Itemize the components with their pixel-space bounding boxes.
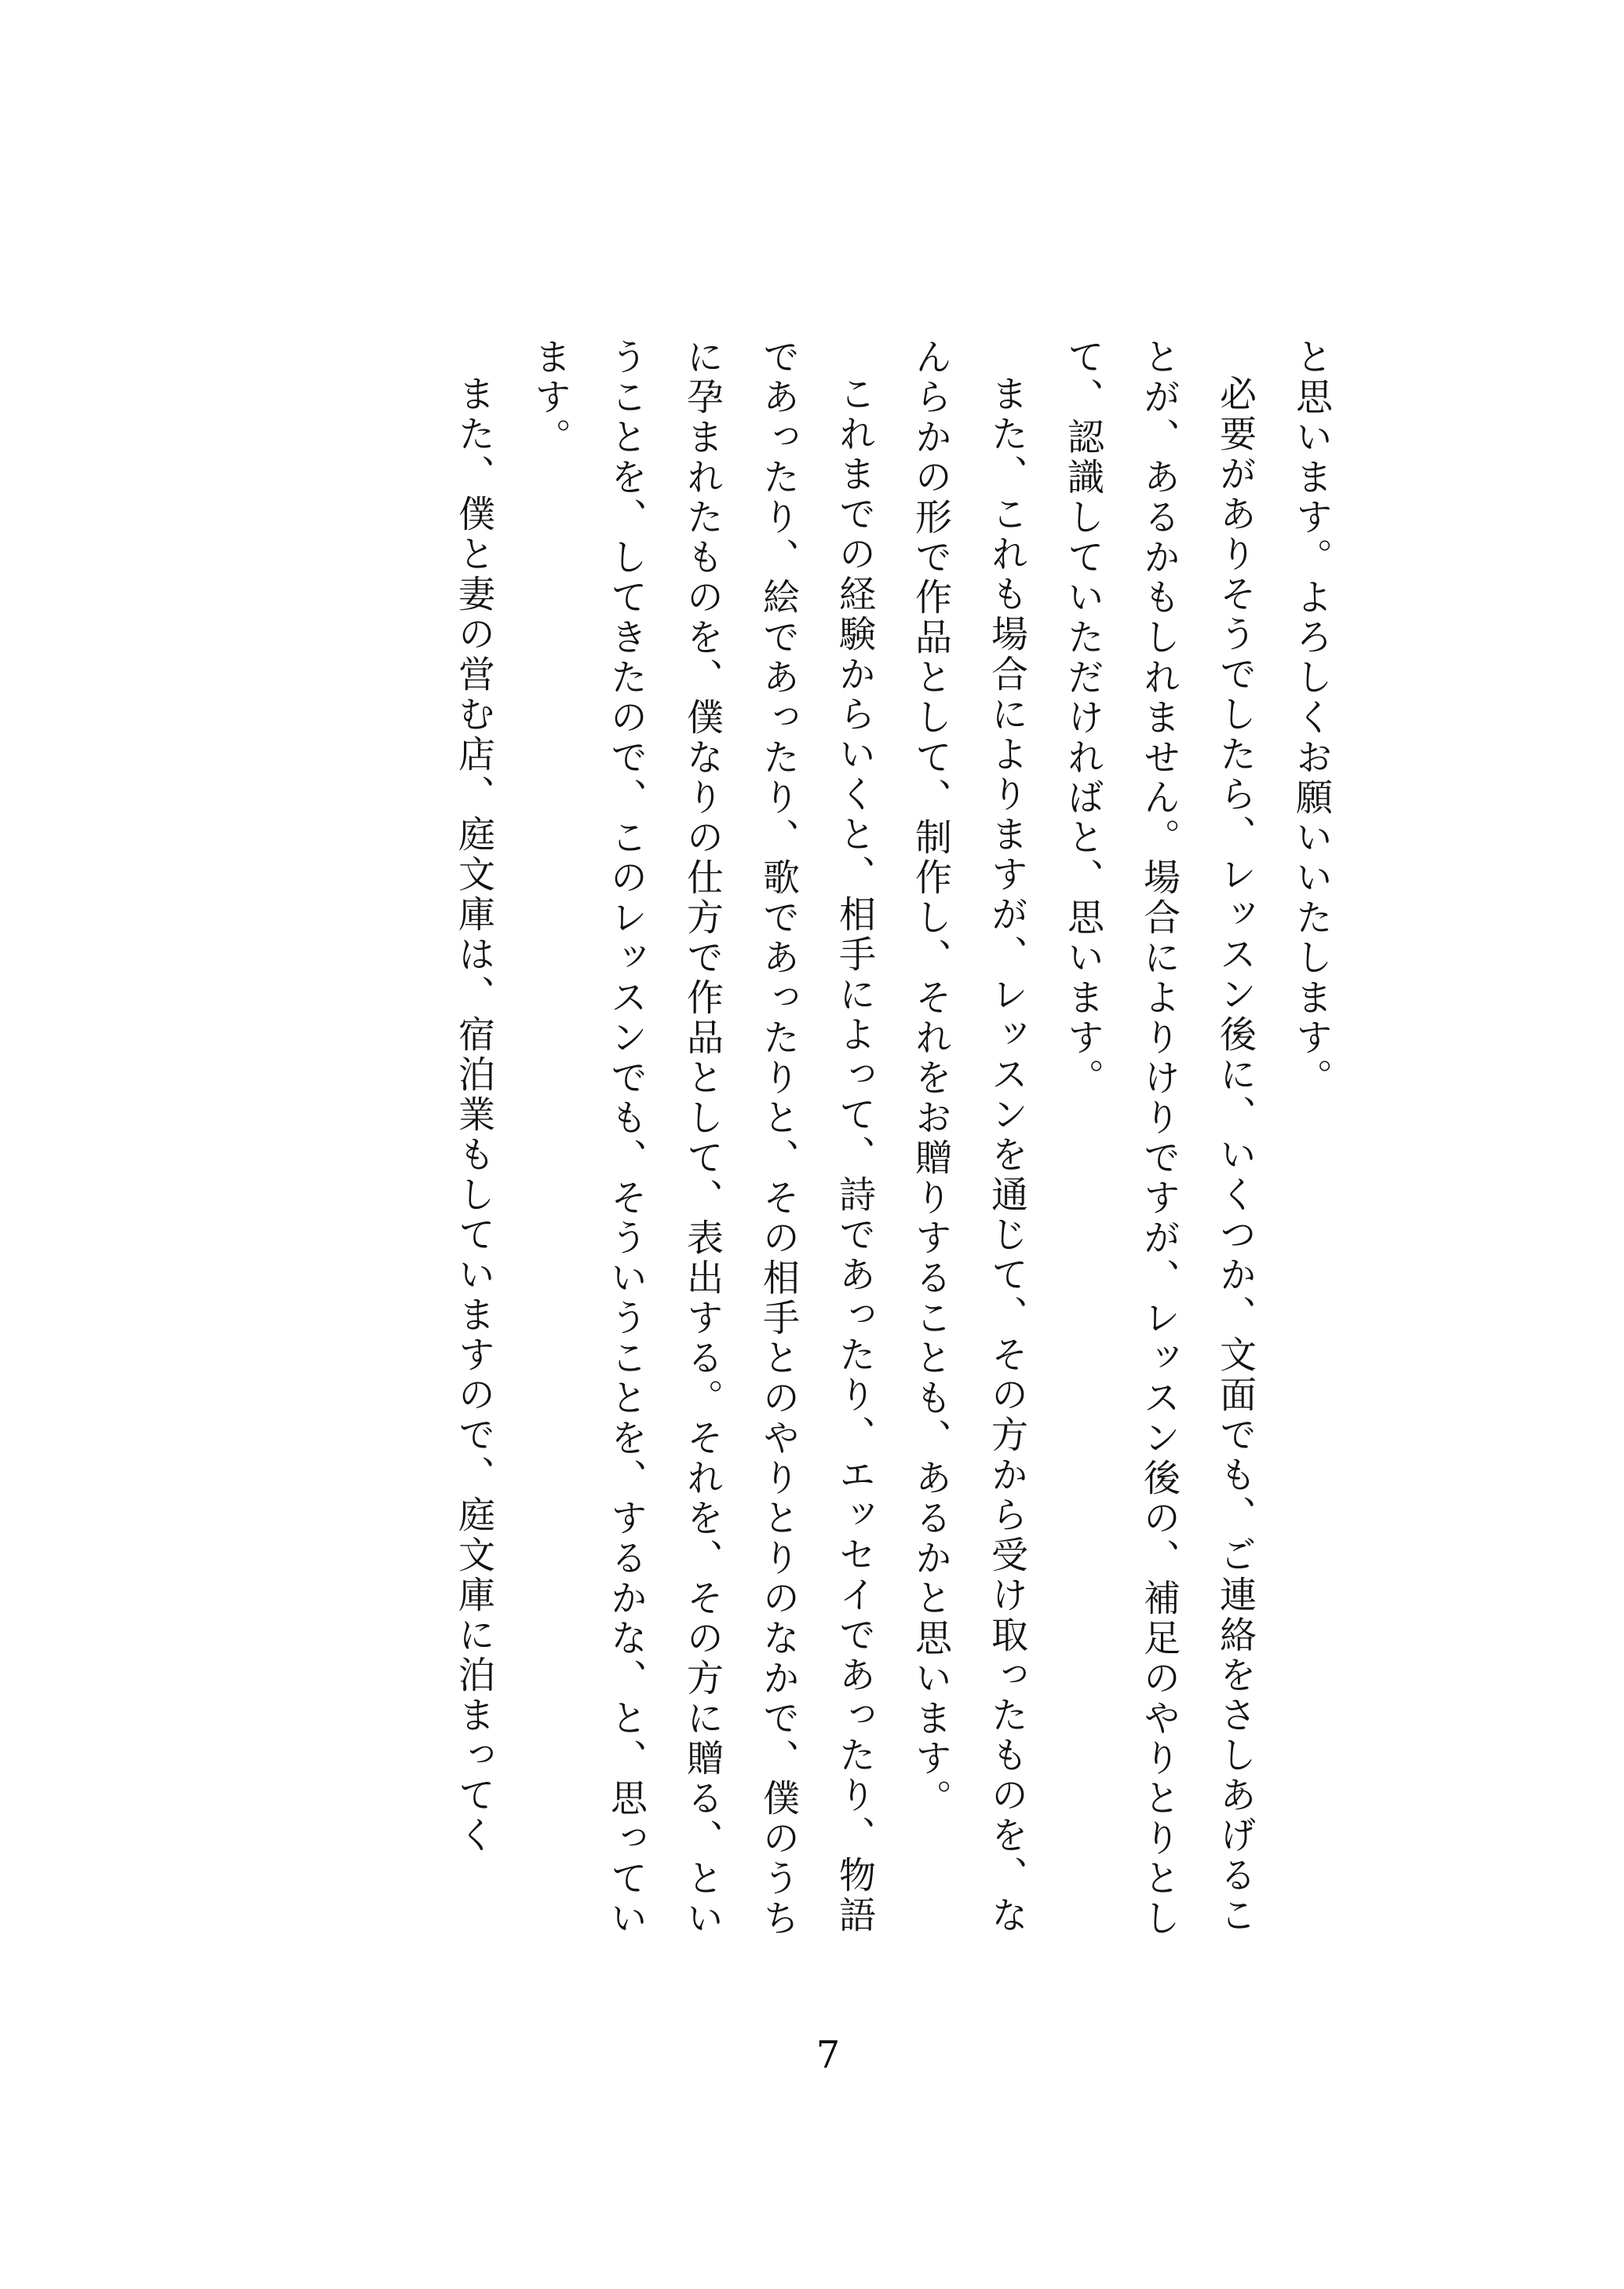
paragraph-line: また、僕と妻の営む店、庭文庫は、宿泊業もしていますので、庭文庫に泊まってく bbox=[452, 374, 495, 1856]
paragraph-line: と思います。よろしくお願いいたします。 bbox=[1290, 338, 1333, 1098]
paragraph-line: また、これも場合によりますが、レッスンを通じて、その方から受け取ったものを、なんらかの形で作品として、制作し、それをお贈りすることも、あるかと思います。 bbox=[909, 338, 1028, 1936]
page-number: 7 bbox=[816, 2033, 841, 2077]
paragraph-line: 必要がありそうでしたら、レッスン後に、いくつか、文面でも、ご連絡をさしあげることが、あるかもしれません。場合によりけりですが、レッスン後の、補足のやりとりとして、認識していただければと、思います。 bbox=[1061, 338, 1257, 1939]
vertical-text-body bbox=[436, 338, 1349, 1947]
paragraph-line: これまでの経験からいくと、相手によって、詩であったり、エッセイであったり、物語であったり、絵であったり、歌であったりと、その相手とのやりとりのなかで、僕のうちに孕まれたものを、僕なりの仕方で作品として、表出する。それを、その方に贈る、ということを、してきたので、このレッスンでも、そういうことを、するかな、と、思っています。 bbox=[528, 338, 876, 1939]
